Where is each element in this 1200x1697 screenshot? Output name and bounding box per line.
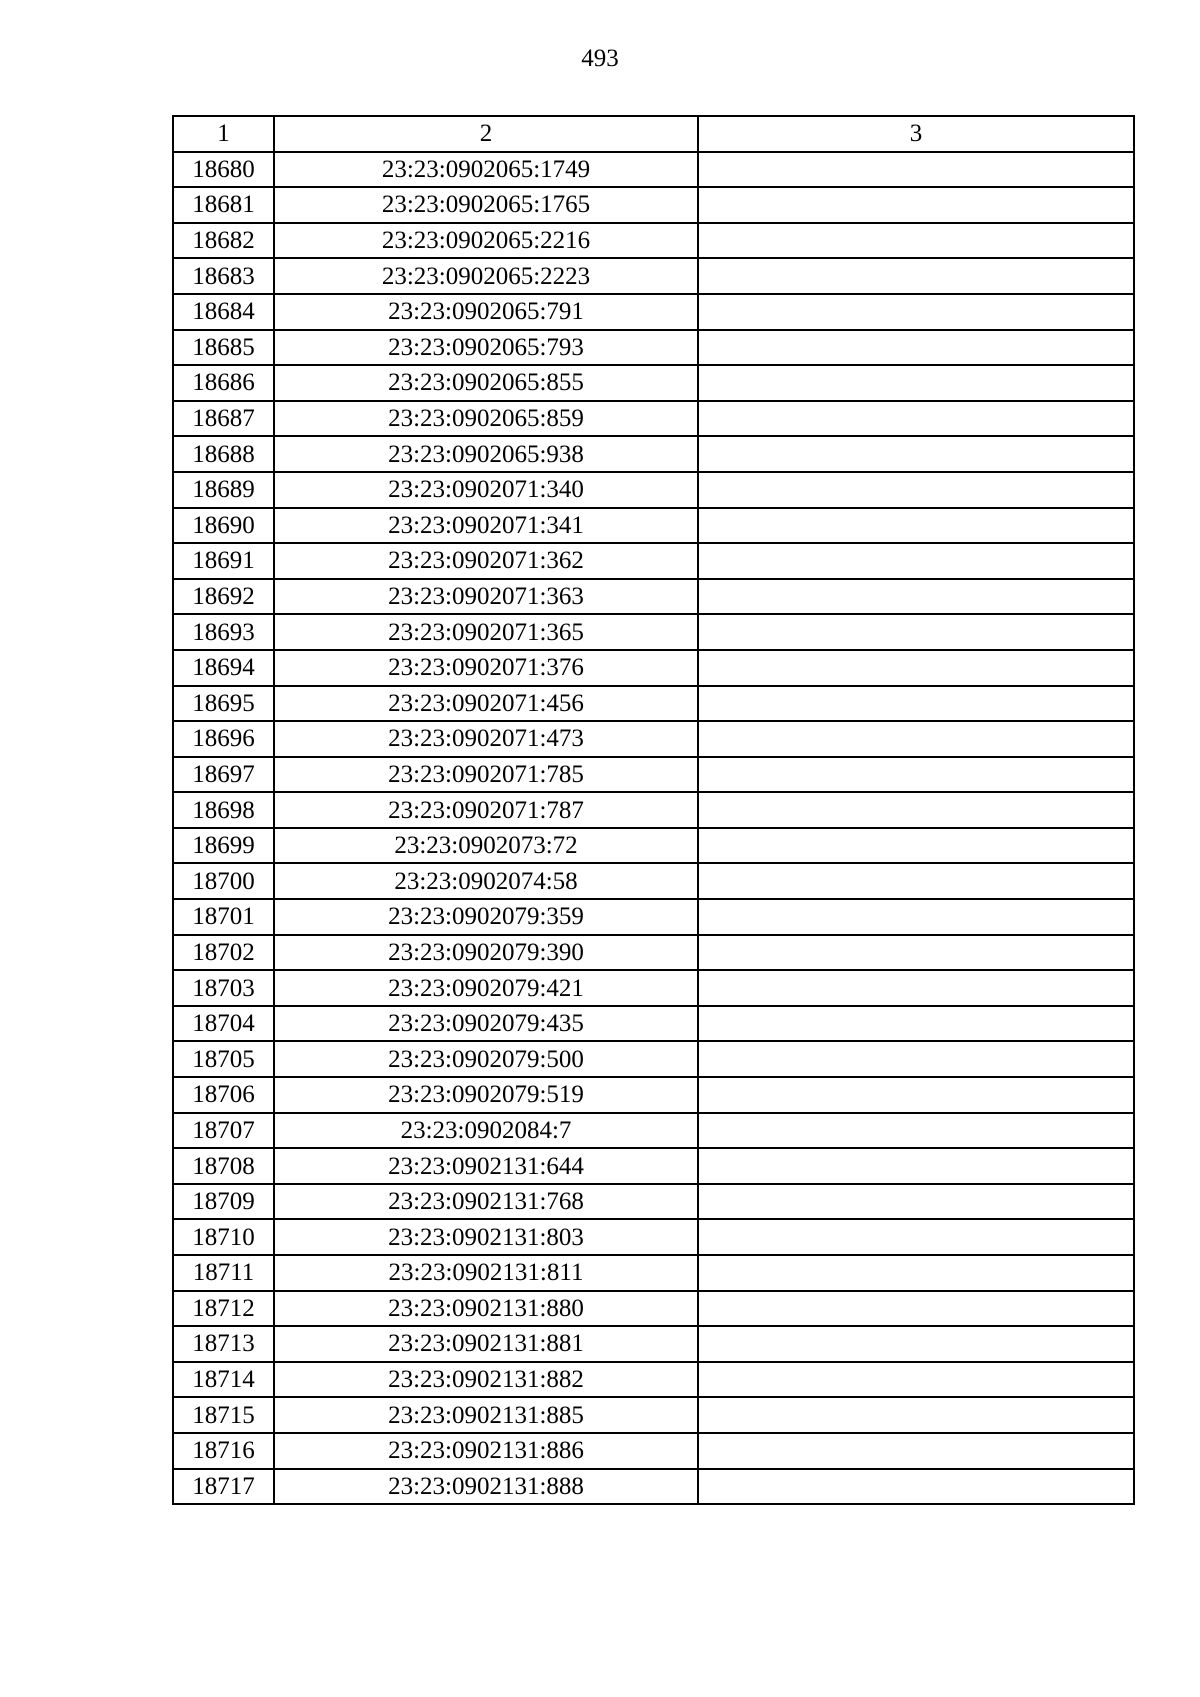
cadastral-number-cell: 23:23:0902131:885 <box>274 1397 698 1433</box>
page-number: 493 <box>581 45 619 72</box>
table-row <box>173 650 1134 686</box>
cadastral-number-cell: 23:23:0902131:644 <box>274 1148 698 1184</box>
table-row <box>173 1219 1134 1255</box>
empty-cell <box>698 1291 1134 1327</box>
empty-cell <box>698 1148 1134 1184</box>
table-row <box>173 686 1134 722</box>
empty-cell <box>698 650 1134 686</box>
cadastral-number-cell: 23:23:0902065:2216 <box>274 223 698 259</box>
empty-cell <box>698 721 1134 757</box>
table-row <box>173 1148 1134 1184</box>
row-number-cell: 18682 <box>173 223 274 259</box>
row-number-cell: 18710 <box>173 1219 274 1255</box>
cadastral-number-cell: 23:23:0902079:390 <box>274 935 698 971</box>
cadastral-number-cell: 23:23:0902131:811 <box>274 1255 698 1291</box>
table-row <box>173 472 1134 508</box>
cadastral-number-cell: 23:23:0902071:787 <box>274 792 698 828</box>
table-row <box>173 436 1134 472</box>
empty-cell <box>698 401 1134 437</box>
row-number-cell: 18685 <box>173 330 274 366</box>
empty-cell <box>698 258 1134 294</box>
cadastral-number-cell: 23:23:0902065:1749 <box>274 152 698 188</box>
cadastral-number-cell: 23:23:0902065:2223 <box>274 258 698 294</box>
table-row <box>173 1113 1134 1149</box>
cadastral-number-cell: 23:23:0902071:362 <box>274 543 698 579</box>
cadastral-number-cell: 23:23:0902065:791 <box>274 294 698 330</box>
cadastral-number-cell: 23:23:0902079:500 <box>274 1041 698 1077</box>
empty-cell <box>698 1362 1134 1398</box>
empty-cell <box>698 1397 1134 1433</box>
cadastral-number-cell: 23:23:0902084:7 <box>274 1113 698 1149</box>
empty-cell <box>698 1219 1134 1255</box>
empty-cell <box>698 472 1134 508</box>
table-row <box>173 401 1134 437</box>
cadastral-number-cell: 23:23:0902071:365 <box>274 614 698 650</box>
empty-cell <box>698 1255 1134 1291</box>
cadastral-number-cell: 23:23:0902071:473 <box>274 721 698 757</box>
empty-cell <box>698 330 1134 366</box>
empty-cell <box>698 828 1134 864</box>
empty-cell <box>698 187 1134 223</box>
empty-cell <box>698 1433 1134 1469</box>
empty-cell <box>698 1113 1134 1149</box>
empty-cell <box>698 863 1134 899</box>
table-body <box>173 152 1134 1505</box>
column-header-2: 2 <box>274 116 698 152</box>
table-row <box>173 187 1134 223</box>
cadastral-number-cell: 23:23:0902073:72 <box>274 828 698 864</box>
cadastral-number-cell: 23:23:0902071:785 <box>274 757 698 793</box>
table-row <box>173 152 1134 188</box>
table-row <box>173 899 1134 935</box>
table-row <box>173 579 1134 615</box>
row-number-cell: 18703 <box>173 970 274 1006</box>
table-row <box>173 1291 1134 1327</box>
table-row <box>173 330 1134 366</box>
row-number-cell: 18697 <box>173 757 274 793</box>
row-number-cell: 18712 <box>173 1291 274 1327</box>
table-row <box>173 365 1134 401</box>
table-row <box>173 1041 1134 1077</box>
table-row <box>173 223 1134 259</box>
empty-cell <box>698 1184 1134 1220</box>
cadastral-number-cell: 23:23:0902079:359 <box>274 899 698 935</box>
empty-cell <box>698 294 1134 330</box>
row-number-cell: 18695 <box>173 686 274 722</box>
row-number-cell: 18693 <box>173 614 274 650</box>
empty-cell <box>698 223 1134 259</box>
empty-cell <box>698 757 1134 793</box>
row-number-cell: 18700 <box>173 863 274 899</box>
cadastral-number-cell: 23:23:0902131:882 <box>274 1362 698 1398</box>
table-row <box>173 863 1134 899</box>
empty-cell <box>698 365 1134 401</box>
cadastral-number-cell: 23:23:0902131:880 <box>274 1291 698 1327</box>
row-number-cell: 18691 <box>173 543 274 579</box>
row-number-cell: 18714 <box>173 1362 274 1398</box>
table-row <box>173 1006 1134 1042</box>
cadastral-number-cell: 23:23:0902074:58 <box>274 863 698 899</box>
table-row <box>173 721 1134 757</box>
table-row <box>173 1255 1134 1291</box>
empty-cell <box>698 543 1134 579</box>
cadastral-number-cell: 23:23:0902071:376 <box>274 650 698 686</box>
row-number-cell: 18684 <box>173 294 274 330</box>
row-number-cell: 18701 <box>173 899 274 935</box>
cadastral-number-cell: 23:23:0902131:886 <box>274 1433 698 1469</box>
cadastral-number-cell: 23:23:0902131:881 <box>274 1326 698 1362</box>
row-number-cell: 18680 <box>173 152 274 188</box>
cadastral-number-cell: 23:23:0902065:855 <box>274 365 698 401</box>
cadastral-number-cell: 23:23:0902065:793 <box>274 330 698 366</box>
empty-cell <box>698 792 1134 828</box>
row-number-cell: 18706 <box>173 1077 274 1113</box>
row-number-cell: 18687 <box>173 401 274 437</box>
table-row <box>173 970 1134 1006</box>
table-row <box>173 757 1134 793</box>
row-number-cell: 18716 <box>173 1433 274 1469</box>
row-number-cell: 18683 <box>173 258 274 294</box>
table-row <box>173 543 1134 579</box>
empty-cell <box>698 1006 1134 1042</box>
cadastral-number-cell: 23:23:0902131:888 <box>274 1469 698 1505</box>
table-row <box>173 294 1134 330</box>
row-number-cell: 18686 <box>173 365 274 401</box>
row-number-cell: 18696 <box>173 721 274 757</box>
row-number-cell: 18694 <box>173 650 274 686</box>
table-row <box>173 1326 1134 1362</box>
empty-cell <box>698 436 1134 472</box>
empty-cell <box>698 1041 1134 1077</box>
row-number-cell: 18681 <box>173 187 274 223</box>
table-row <box>173 935 1134 971</box>
row-number-cell: 18704 <box>173 1006 274 1042</box>
empty-cell <box>698 508 1134 544</box>
empty-cell <box>698 152 1134 188</box>
row-number-cell: 18711 <box>173 1255 274 1291</box>
row-number-cell: 18707 <box>173 1113 274 1149</box>
empty-cell <box>698 970 1134 1006</box>
table-row <box>173 1469 1134 1505</box>
cadastral-number-cell: 23:23:0902079:519 <box>274 1077 698 1113</box>
cadastral-number-cell: 23:23:0902131:803 <box>274 1219 698 1255</box>
row-number-cell: 18698 <box>173 792 274 828</box>
table-row <box>173 1184 1134 1220</box>
row-number-cell: 18713 <box>173 1326 274 1362</box>
empty-cell <box>698 1326 1134 1362</box>
row-number-cell: 18702 <box>173 935 274 971</box>
table-row <box>173 1362 1134 1398</box>
row-number-cell: 18699 <box>173 828 274 864</box>
row-number-cell: 18715 <box>173 1397 274 1433</box>
row-number-cell: 18692 <box>173 579 274 615</box>
table-row <box>173 1397 1134 1433</box>
table-row <box>173 258 1134 294</box>
row-number-cell: 18708 <box>173 1148 274 1184</box>
cadastral-number-cell: 23:23:0902079:435 <box>274 1006 698 1042</box>
cadastral-number-cell: 23:23:0902065:938 <box>274 436 698 472</box>
empty-cell <box>698 1469 1134 1505</box>
row-number-cell: 18690 <box>173 508 274 544</box>
cadastral-number-cell: 23:23:0902071:340 <box>274 472 698 508</box>
row-number-cell: 18709 <box>173 1184 274 1220</box>
table-row <box>173 792 1134 828</box>
table-row <box>173 1433 1134 1469</box>
data-table <box>172 115 1135 1505</box>
cadastral-number-cell: 23:23:0902071:456 <box>274 686 698 722</box>
empty-cell <box>698 935 1134 971</box>
table-row <box>173 828 1134 864</box>
cadastral-number-cell: 23:23:0902071:341 <box>274 508 698 544</box>
table-header-row <box>173 116 1134 152</box>
table-row <box>173 1077 1134 1113</box>
table-row <box>173 508 1134 544</box>
cadastral-number-cell: 23:23:0902079:421 <box>274 970 698 1006</box>
cadastral-number-cell: 23:23:0902065:1765 <box>274 187 698 223</box>
row-number-cell: 18705 <box>173 1041 274 1077</box>
empty-cell <box>698 614 1134 650</box>
row-number-cell: 18688 <box>173 436 274 472</box>
empty-cell <box>698 686 1134 722</box>
empty-cell <box>698 899 1134 935</box>
empty-cell <box>698 579 1134 615</box>
cadastral-number-cell: 23:23:0902131:768 <box>274 1184 698 1220</box>
table-row <box>173 614 1134 650</box>
row-number-cell: 18717 <box>173 1469 274 1505</box>
column-header-1: 1 <box>173 116 274 152</box>
cadastral-number-cell: 23:23:0902065:859 <box>274 401 698 437</box>
column-header-3: 3 <box>698 116 1134 152</box>
cadastral-number-cell: 23:23:0902071:363 <box>274 579 698 615</box>
empty-cell <box>698 1077 1134 1113</box>
row-number-cell: 18689 <box>173 472 274 508</box>
